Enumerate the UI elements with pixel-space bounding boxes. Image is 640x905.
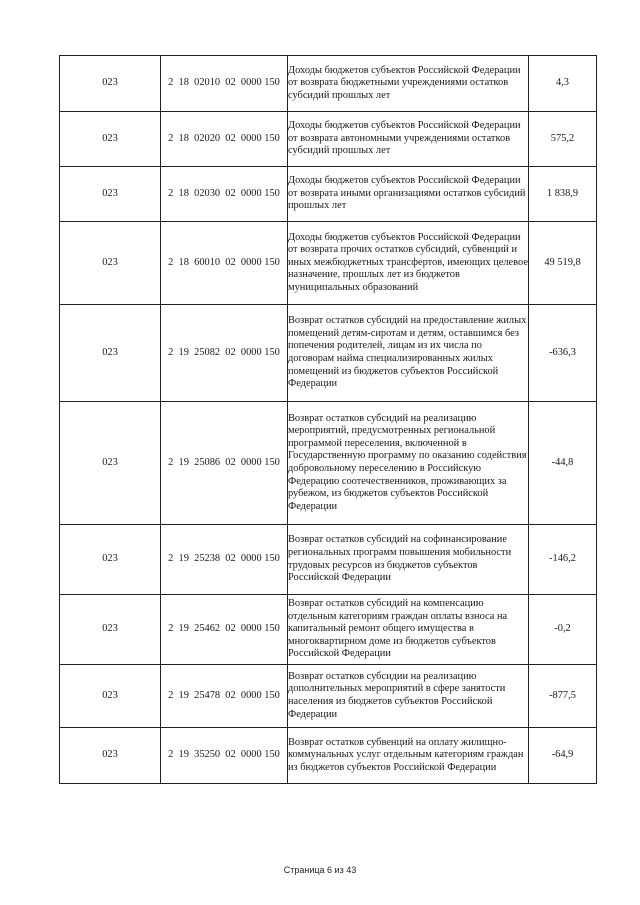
description-cell: Доходы бюджетов субъектов Российской Федерации от возврата иными организациями остатков субсидий прошлых лет	[288, 167, 529, 222]
admin-code-cell: 023	[60, 112, 161, 167]
amount-cell: 575,2	[529, 112, 597, 167]
table-row	[60, 728, 597, 784]
amount-cell: 1 838,9	[529, 167, 597, 222]
admin-code-cell: 023	[60, 402, 161, 525]
description-cell: Возврат остатков субвенций на оплату жилищно-коммунальных услуг отдельным категориям граждан из бюджетов субъектов Российской Федерации	[288, 728, 529, 784]
budget-code-cell: 2 18 60010 02 0000 150	[161, 222, 288, 305]
revenue-table	[59, 55, 597, 784]
amount-cell: -636,3	[529, 305, 597, 402]
table-row	[60, 595, 597, 665]
table-row	[60, 402, 597, 525]
amount-cell: -44,8	[529, 402, 597, 525]
description-cell: Возврат остатков субсидий на компенсацию отдельным категориям граждан оплаты взноса на капитальный ремонт общего имущества в многоквартирном доме из бюджетов субъектов Российской Федерации	[288, 595, 529, 665]
description-cell: Доходы бюджетов субъектов Российской Федерации от возврата прочих остатков субсидий, субвенций и иных межбюджетных трансфертов, имеющих целевое назначение, прошлых лет из бюджетов муниципальных образований	[288, 222, 529, 305]
page-number: Страница 6 из 43	[283, 865, 357, 875]
admin-code-cell: 023	[60, 305, 161, 402]
amount-cell: -64,9	[529, 728, 597, 784]
table-row	[60, 112, 597, 167]
budget-code-cell: 2 18 02030 02 0000 150	[161, 167, 288, 222]
budget-code-cell: 2 19 25082 02 0000 150	[161, 305, 288, 402]
table-row	[60, 222, 597, 305]
admin-code-cell: 023	[60, 595, 161, 665]
admin-code-cell: 023	[60, 222, 161, 305]
amount-cell: 4,3	[529, 56, 597, 112]
table-row	[60, 305, 597, 402]
table-row	[60, 525, 597, 595]
budget-code-cell: 2 19 25462 02 0000 150	[161, 595, 288, 665]
budget-code-cell: 2 19 25086 02 0000 150	[161, 402, 288, 525]
table-row	[60, 665, 597, 728]
admin-code-cell: 023	[60, 665, 161, 728]
description-cell: Возврат остатков субсидии на реализацию дополнительных мероприятий в сфере занятости населения из бюджетов субъектов Российской Федерации	[288, 665, 529, 728]
budget-code-cell: 2 18 02010 02 0000 150	[161, 56, 288, 112]
admin-code-cell: 023	[60, 56, 161, 112]
description-cell: Возврат остатков субсидий на софинансирование региональных программ повышения мобильности трудовых ресурсов из бюджетов субъектов Российской Федерации	[288, 525, 529, 595]
table-row	[60, 56, 597, 112]
budget-code-cell: 2 19 25478 02 0000 150	[161, 665, 288, 728]
description-cell: Возврат остатков субсидий на реализацию мероприятий, предусмотренных региональной программой переселения, включенной в Государственную программу по оказанию содействия добровольному переселению в Российскую Федерацию соотечественников, проживающих за рубежом, из бюджетов субъектов Российской Федерации	[288, 402, 529, 525]
amount-cell: -0,2	[529, 595, 597, 665]
admin-code-cell: 023	[60, 525, 161, 595]
admin-code-cell: 023	[60, 167, 161, 222]
amount-cell: 49 519,8	[529, 222, 597, 305]
description-cell: Возврат остатков субсидий на предоставление жилых помещений детям-сиротам и детям, оставшимся без попечения родителей, лицам из их числа по договорам найма специализированных жилых помещений из бюджетов субъектов Российской Федерации	[288, 305, 529, 402]
admin-code-cell: 023	[60, 728, 161, 784]
amount-cell: -146,2	[529, 525, 597, 595]
amount-cell: -877,5	[529, 665, 597, 728]
description-cell: Доходы бюджетов субъектов Российской Федерации от возврата автономными учреждениями остатков субсидий прошлых лет	[288, 112, 529, 167]
table-row	[60, 167, 597, 222]
budget-code-cell: 2 19 25238 02 0000 150	[161, 525, 288, 595]
budget-code-cell: 2 18 02020 02 0000 150	[161, 112, 288, 167]
description-cell: Доходы бюджетов субъектов Российской Федерации от возврата бюджетными учреждениями остатков субсидий прошлых лет	[288, 56, 529, 112]
budget-code-cell: 2 19 35250 02 0000 150	[161, 728, 288, 784]
